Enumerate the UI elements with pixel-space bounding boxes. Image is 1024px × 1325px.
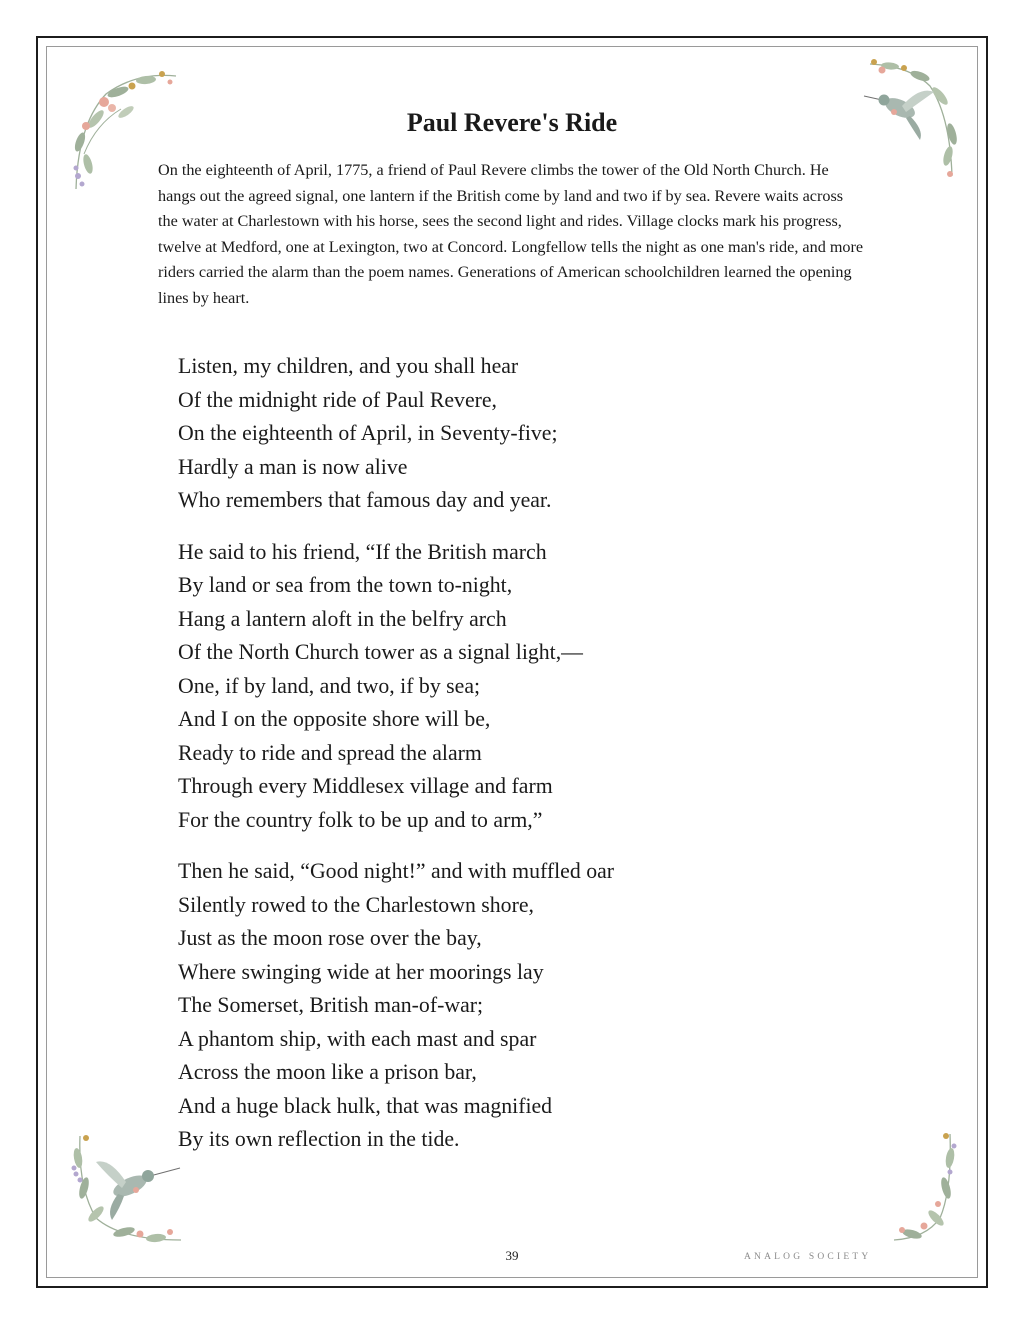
intro-paragraph: On the eighteenth of April, 1775, a friend of Paul Revere climbs the tower of the Old North Church. He hangs out the agreed signal, one lantern if the British come by land and two if by sea. Revere waits across the water at Charlestown with his horse, sees the second light and rides. Village clocks mark his progress, twelve at Medford, one at Lexington, two at Concord. Longfellow tells the night as one man's ride, and more riders carried the alarm than the poem names. Generations of American schoolchildren learned the opening lines by heart.	[158, 161, 864, 307]
poem-line: Then he said, “Good night!” and with muffled oar	[178, 859, 615, 883]
poem-line: Hardly a man is now alive	[178, 454, 408, 479]
stanza	[178, 536, 898, 838]
poem-line: And a huge black hulk, that was magnified	[178, 1093, 553, 1118]
poem-line: For the country folk to be up and to arm,”	[178, 807, 543, 832]
poem-line: Through every Middlesex village and farm	[178, 774, 553, 798]
stanza	[178, 855, 898, 1157]
poem-line: By land or sea from the town to-night,	[178, 573, 513, 597]
poem-line: On the eighteenth of April, in Seventy-five;	[178, 421, 558, 445]
poem-line: Of the midnight ride of Paul Revere,	[178, 387, 498, 412]
poem-line: A phantom ship, with each mast and spar	[178, 1026, 537, 1051]
poem-line: Just as the moon rose over the bay,	[178, 926, 482, 950]
poem-line: Who remembers that famous day and year.	[178, 488, 552, 512]
poem-line: He said to his friend, “If the British march	[178, 539, 547, 564]
stanza	[178, 350, 898, 518]
hummingbird-floral-icon	[66, 1128, 186, 1248]
page-title: Paul Revere's Ride	[406, 108, 618, 137]
poem-line: By its own reflection in the tide.	[178, 1127, 460, 1151]
poem-line: Listen, my children, and you shall hear	[178, 354, 519, 378]
poem-line: One, if by land, and two, if by sea;	[178, 673, 481, 698]
page-number: 39	[505, 1248, 519, 1263]
poem-line: The Somerset, British man-of-war;	[178, 993, 484, 1017]
poem-line: Hang a lantern aloft in the belfry arch	[178, 606, 507, 631]
poem-line: And I on the opposite shore will be,	[178, 707, 491, 731]
brand-name: ANALOG SOCIETY	[744, 1252, 872, 1262]
poem	[178, 350, 898, 1175]
poem-line: Ready to ride and spread the alarm	[178, 740, 482, 765]
floral-corner-icon	[888, 1130, 960, 1245]
poem-line: Where swinging wide at her moorings lay	[178, 959, 544, 984]
poem-line: Across the moon like a prison bar,	[178, 1060, 477, 1084]
poem-line: Silently rowed to the Charlestown shore,	[178, 892, 534, 917]
poem-line: Of the North Church tower as a signal light,—	[178, 640, 583, 664]
